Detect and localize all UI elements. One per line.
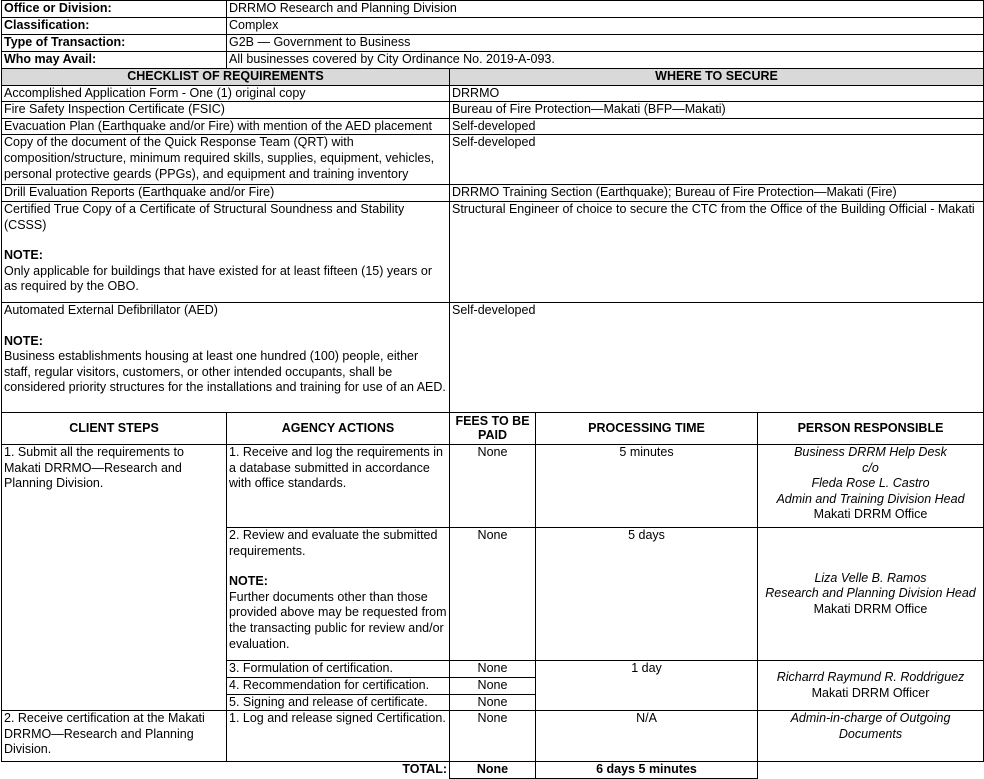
office-label: Office or Division: [2, 1, 227, 18]
person-3-line-2: Makati DRRM Officer [811, 685, 930, 700]
total-time: 6 days 5 minutes [536, 762, 758, 779]
agency-action-1: 1. Receive and log the requirements in a database submitted in accordance with office standards. [227, 444, 450, 527]
client-step-1: 1. Submit all the requirements to Makati DRRMO—Research and Planning Division. [2, 444, 227, 710]
person-2-line-3: Makati DRRM Office [813, 601, 928, 616]
checklist-header: CHECKLIST OF REQUIREMENTS [2, 69, 450, 86]
agency-actions-header: AGENCY ACTIONS [227, 412, 450, 444]
fee-5: None [450, 694, 536, 711]
time-2: 5 days [536, 527, 758, 660]
where-to-secure-item: Self-developed [450, 135, 984, 185]
person-2-line-2: Research and Planning Division Head [765, 586, 976, 601]
fees-header: FEES TO BE PAID [450, 412, 536, 444]
person-3-line-1: Richarrd Raymund R. Roddriguez [776, 669, 965, 684]
requirement-text: Automated External Defibrillator (AED) [4, 302, 218, 317]
where-to-secure-header: WHERE TO SECURE [450, 69, 984, 86]
where-to-secure-item: Bureau of Fire Protection—Makati (BFP—Makati) [450, 102, 984, 119]
person-1-line-4: Admin and Training Division Head [776, 491, 965, 506]
agency-action-3: 3. Formulation of certification. [227, 660, 450, 677]
person-responsible-3 [758, 660, 984, 710]
processing-time-header: PROCESSING TIME [536, 412, 758, 444]
requirement-text: Certified True Copy of a Certificate of Structural Soundness and Stability (CSSS) [4, 201, 405, 232]
person-responsible-2 [758, 527, 984, 660]
person-2-line-1: Liza Velle B. Ramos [814, 570, 927, 585]
requirement-item: Accomplished Application Form - One (1) original copy [2, 85, 450, 102]
person-responsible-header: PERSON RESPONSIBLE [758, 412, 984, 444]
agency-action-6: 1. Log and release signed Certification. [227, 711, 450, 762]
requirement-item: Fire Safety Inspection Certificate (FSIC) [2, 102, 450, 119]
where-to-secure-item: Self-developed [450, 302, 984, 412]
note-label: NOTE: [4, 333, 43, 348]
requirement-item [2, 302, 450, 412]
where-to-secure-item: DRRMO [450, 85, 984, 102]
classification-value: Complex [227, 18, 984, 35]
note-label: NOTE: [229, 574, 268, 589]
total-fee: None [450, 762, 536, 779]
where-to-secure-item: Structural Engineer of choice to secure the CTC from the Office of the Building Official - Makati [450, 201, 984, 302]
person-1-line-3: Fleda Rose L. Castro [811, 476, 930, 491]
fee-6: None [450, 711, 536, 762]
total-label: TOTAL: [227, 762, 450, 779]
total-spacer-right [758, 762, 984, 779]
agency-action-5: 5. Signing and release of certificate. [227, 694, 450, 711]
person-1-line-1: Business DRRM Help Desk [794, 444, 947, 459]
citizen-charter-table [1, 0, 984, 779]
note-text: Only applicable for buildings that have existed for at least fifteen (15) years or as required by the OBO. [4, 263, 433, 294]
avail-label: Who may Avail: [2, 52, 227, 69]
note-label: NOTE: [4, 248, 43, 263]
fee-2: None [450, 527, 536, 660]
where-to-secure-item: DRRMO Training Section (Earthquake); Bureau of Fire Protection—Makati (Fire) [450, 185, 984, 202]
requirement-item [2, 201, 450, 302]
office-value: DRRMO Research and Planning Division [227, 1, 984, 18]
where-to-secure-item: Self-developed [450, 118, 984, 135]
fee-3: None [450, 660, 536, 677]
person-responsible-6: Admin-in-charge of Outgoing Documents [758, 711, 984, 762]
action-2-text: 2. Review and evaluate the submitted requirements. [229, 527, 438, 558]
time-6: N/A [536, 711, 758, 762]
avail-value: All businesses covered by City Ordinance No. 2019-A-093. [227, 52, 984, 69]
fee-1: None [450, 444, 536, 527]
agency-action-2 [227, 527, 450, 660]
person-responsible-1 [758, 444, 984, 527]
total-spacer [2, 762, 227, 779]
requirement-item: Drill Evaluation Reports (Earthquake and/or Fire) [2, 185, 450, 202]
person-1-line-2: c/o [862, 460, 879, 475]
agency-action-4: 4. Recommendation for certification. [227, 677, 450, 694]
fee-4: None [450, 677, 536, 694]
classification-label: Classification: [2, 18, 227, 35]
client-step-2: 2. Receive certification at the Makati DRRMO—Research and Planning Division. [2, 711, 227, 762]
transaction-label: Type of Transaction: [2, 35, 227, 52]
transaction-value: G2B — Government to Business [227, 35, 984, 52]
client-steps-header: CLIENT STEPS [2, 412, 227, 444]
person-1-line-5: Makati DRRM Office [813, 507, 928, 522]
time-3: 1 day [536, 660, 758, 710]
requirement-item: Evacuation Plan (Earthquake and/or Fire) with mention of the AED placement [2, 118, 450, 135]
time-1: 5 minutes [536, 444, 758, 527]
note-text: Business establishments housing at least one hundred (100) people, either staff, regular visitors, customers, or other intended occupants, shall be considered priority structures for the installations and training for use of an AED. [4, 349, 446, 395]
requirement-item: Copy of the document of the Quick Response Team (QRT) with composition/structure, minimum required skills, supplies, equipment, vehicles, personal protective geards (PPGs), and equipment and training inventory [2, 135, 450, 185]
note-text: Further documents other than those provided above may be requested from the transacting public for review and/or evaluation. [229, 589, 447, 651]
